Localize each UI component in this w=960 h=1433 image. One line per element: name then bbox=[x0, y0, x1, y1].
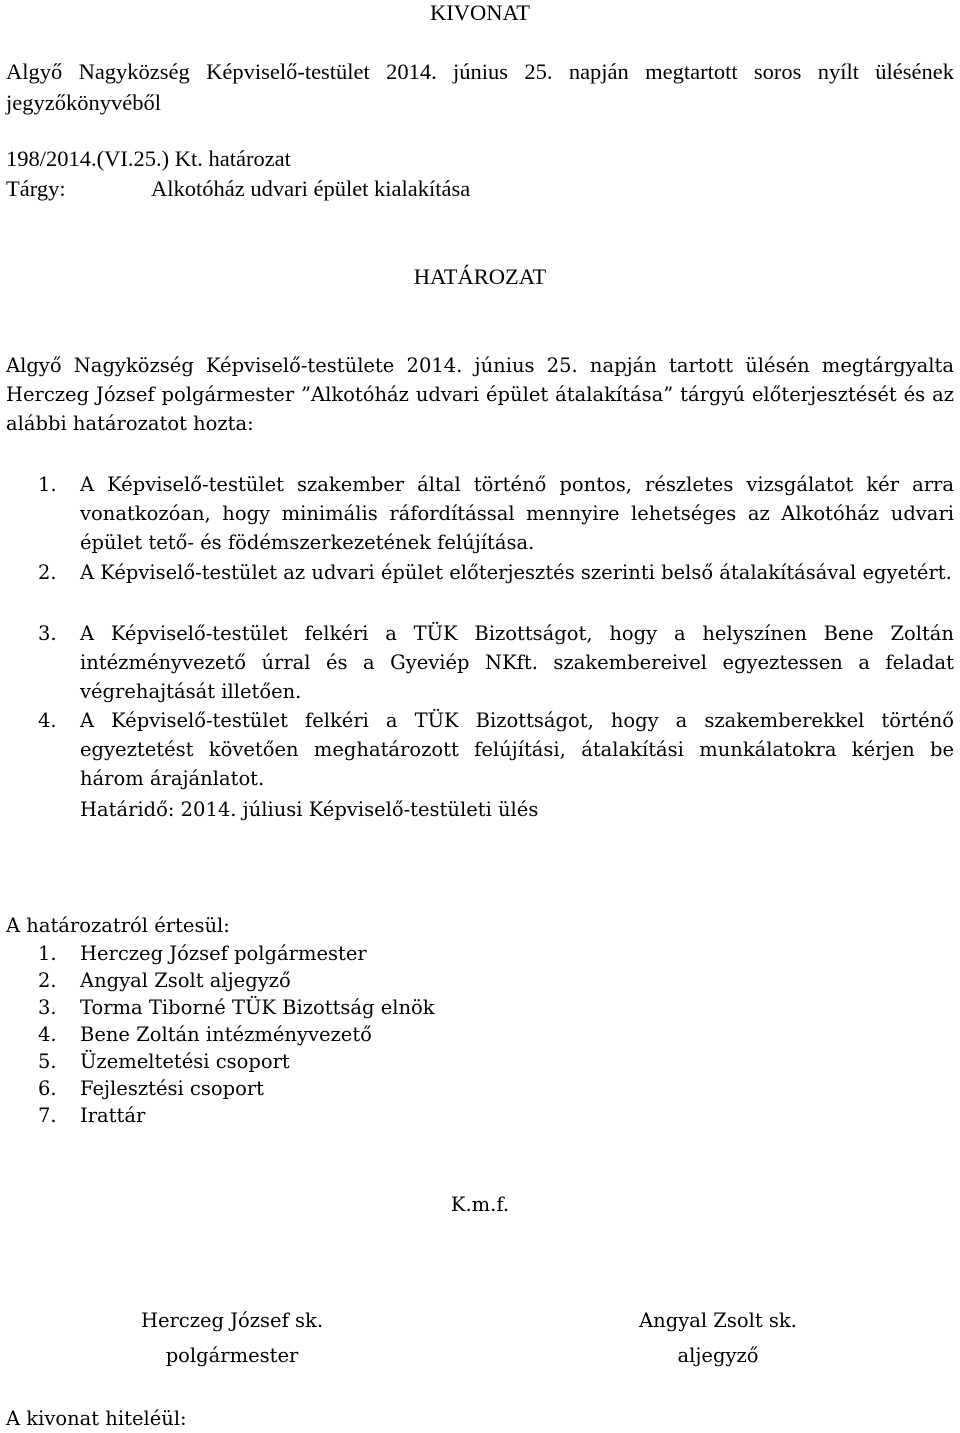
list-item-text: Torma Tiborné TÜK Bizottság elnök bbox=[80, 996, 435, 1019]
list-item bbox=[38, 994, 435, 1021]
list-item bbox=[38, 1102, 145, 1129]
item-text: A Képviselő-testület szakember által történő pontos, részletes vizsgálatot kér arra vonatkozóan, hogy minimális ráfordítással mennyire lehetséges az Alkotóház udvari épület tető- és födémszerkezetének felújítása. bbox=[80, 473, 954, 554]
resolution-heading: HATÁROZAT bbox=[413, 264, 547, 289]
list-item bbox=[38, 940, 367, 967]
certification-label: A kivonat hiteléül: bbox=[6, 1407, 187, 1430]
list-item-text: Bene Zoltán intézményvezető bbox=[80, 1023, 372, 1046]
distribution-heading: A határozatról értesül: bbox=[6, 914, 230, 937]
list-item-text: Fejlesztési csoport bbox=[80, 1077, 264, 1100]
item-text: A Képviselő-testület felkéri a TÜK Bizottságot, hogy a helyszínen Bene Zoltán intézményvezető úrral és a Gyeviép NKft. szakembereivel egyeztessen a feladat végrehajtását illetően. bbox=[80, 622, 954, 703]
kmf-label: K.m.f. bbox=[450, 1193, 510, 1216]
list-item bbox=[38, 1048, 290, 1075]
item-number: 4. bbox=[38, 709, 57, 732]
signatory-right-name: Angyal Zsolt sk. bbox=[639, 1309, 797, 1332]
deadline: Határidő: 2014. júliusi Képviselő-testületi ülés bbox=[80, 798, 539, 821]
list-item-number: 1. bbox=[38, 942, 57, 965]
item-number: 3. bbox=[38, 622, 57, 645]
list-item-number: 4. bbox=[38, 1023, 57, 1046]
signatory-left-name: Herczeg József sk. bbox=[140, 1309, 324, 1332]
signatory-right-title: aljegyző bbox=[677, 1344, 759, 1367]
list-item-text: Irattár bbox=[80, 1104, 146, 1127]
list-item-text: Angyal Zsolt aljegyző bbox=[80, 969, 291, 992]
list-item-number: 6. bbox=[38, 1077, 57, 1100]
list-item bbox=[38, 1075, 264, 1102]
subject-label: Tárgy: bbox=[6, 176, 66, 201]
list-item bbox=[38, 1021, 372, 1048]
list-item-number: 7. bbox=[38, 1104, 57, 1127]
resolution-item bbox=[0, 558, 960, 618]
subject-value: Alkotóház udvari épület kialakítása bbox=[151, 176, 471, 201]
list-item bbox=[38, 967, 291, 994]
list-item-number: 3. bbox=[38, 996, 57, 1019]
item-number: 1. bbox=[38, 473, 57, 496]
item-text: A Képviselő-testület az udvari épület előterjesztés szerinti belső átalakításával egyetért. bbox=[80, 561, 952, 584]
document-title: KIVONAT bbox=[430, 0, 530, 25]
resolution-item bbox=[0, 470, 960, 560]
resolution-number: 198/2014.(VI.25.) Kt. határozat bbox=[6, 146, 291, 171]
list-item-number: 5. bbox=[38, 1050, 57, 1073]
resolution-preamble: Algyő Nagyközség Képviselő-testülete 2014. június 25. napján tartott ülésén megtárgyalta Herczeg József polgármester ”Alkotóház udvari épület átalakítása” tárgyú előterjesztését és az alábbi határozatot hozta: bbox=[6, 354, 954, 435]
intro-paragraph: Algyő Nagyközség Képviselő-testület 2014. június 25. napján megtartott soros nyílt ülésének jegyzőkönyvéből bbox=[6, 59, 954, 115]
resolution-item bbox=[0, 619, 960, 709]
signatory-left-title: polgármester bbox=[165, 1344, 299, 1367]
item-number: 2. bbox=[38, 561, 57, 584]
item-text: A Képviselő-testület felkéri a TÜK Bizottságot, hogy a szakemberekkel történő egyeztetést követően meghatározott felújítási, átalakítási munkálatokra kérjen be három árajánlatot. bbox=[80, 709, 954, 790]
list-item-text: Herczeg József polgármester bbox=[80, 942, 367, 965]
list-item-text: Üzemeltetési csoport bbox=[80, 1050, 290, 1073]
list-item-number: 2. bbox=[38, 969, 57, 992]
resolution-item bbox=[0, 706, 960, 796]
